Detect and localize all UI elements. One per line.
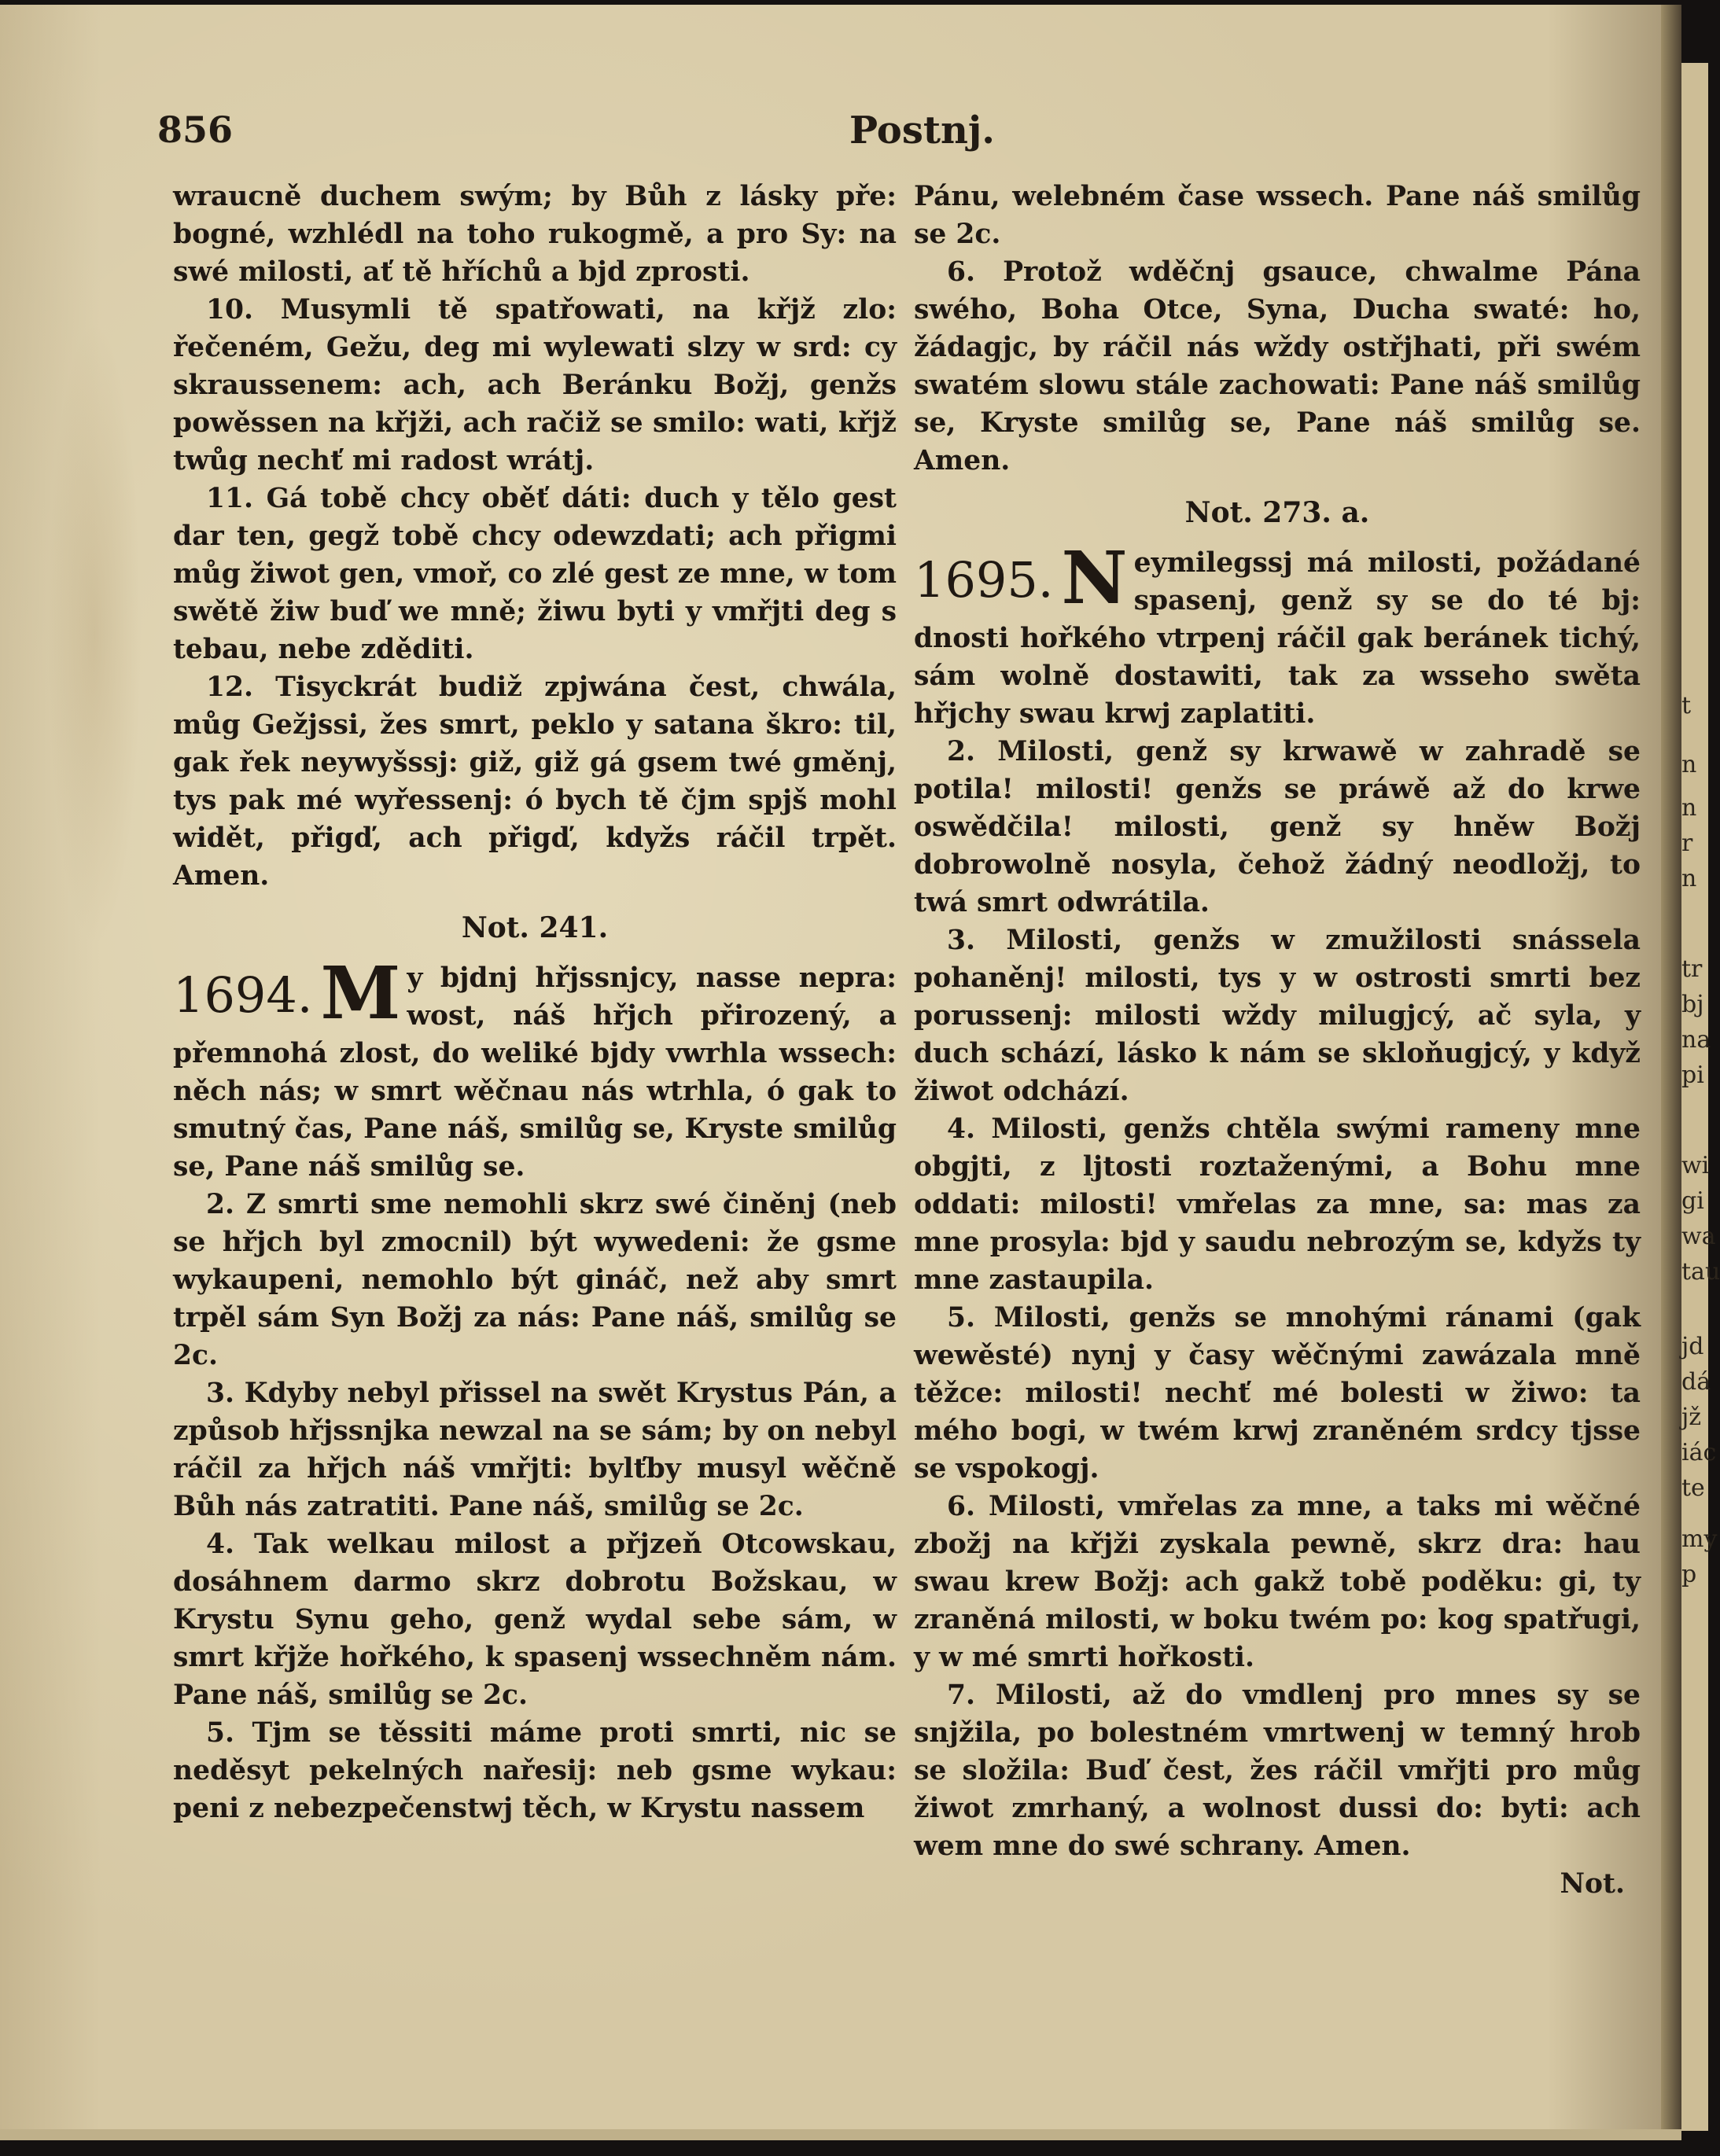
next-page-fragment: t bbox=[1681, 692, 1692, 719]
hymn-1695-verse-4: 4. Milosti, genžs chtěla swými rameny mne obgjti, z ljtosti roztaženými, a Bohu mne oddati: milosti! vmřelas za mne, sa: mas za mne prosyla: bjd y saudu nebrozým se, kdyžs ty mne zastaupila. bbox=[914, 1113, 1641, 1296]
hymn-1694-verse-6: 6. Protož wděčnj gsauce, chwalme Pána swého, Boha Otce, Syna, Ducha swaté: ho, žádagjc, by ráčil nás wždy ostřjhati, při swém swatém slowu stále zachowati: Pane náš smilůg se, Kryste smilůg se, Pane náš smilůg se. Amen. bbox=[914, 256, 1641, 476]
next-page-fragment: n bbox=[1681, 751, 1697, 778]
next-page-fragment: n bbox=[1681, 794, 1697, 822]
hymn-1694-first-verse bbox=[173, 951, 897, 1186]
next-page-fragment: my bbox=[1681, 1525, 1718, 1553]
next-page-fragment: p bbox=[1681, 1561, 1697, 1588]
next-page-fragment: n bbox=[1681, 865, 1697, 892]
next-page-fragment: dá bbox=[1681, 1368, 1711, 1396]
hymn-1695-first-verse bbox=[914, 535, 1641, 733]
next-page-fragment: iác bbox=[1681, 1439, 1717, 1466]
hymn-1694-verse-5: 5. Tjm se těssiti máme proti smrti, nic se neděsyt pekelných nařesij: neb gsme wykau: peni z nebezpečenstwj těch, w Krystu nassem bbox=[173, 1717, 897, 1824]
next-page-fragment: gi bbox=[1681, 1187, 1704, 1215]
rubric-not-273a: Not. 273. a. bbox=[1184, 496, 1370, 529]
book-spine-shadow bbox=[1661, 5, 1681, 2129]
next-page-fragment: tr bbox=[1681, 955, 1703, 983]
hymn-number-1695: 1695. bbox=[914, 551, 1054, 609]
next-page-fragment: pi bbox=[1681, 1061, 1704, 1089]
next-page-fragment: te bbox=[1681, 1474, 1705, 1502]
hymn-verse-10: 10. Musymli tě spatřowati, na křjž zlo: řečeném, Gežu, deg mi wylewati slzy w srd: cy skraussenem: ach, ach Beránku Božj, genžs powěssen na křjži, ach račiž se smilo: wati, křjž twůg nechť mi radost wrátj. bbox=[173, 294, 897, 476]
page-number: 856 bbox=[157, 109, 234, 151]
next-page-fragment: wi bbox=[1681, 1152, 1710, 1179]
next-page-fragment: bj bbox=[1681, 991, 1704, 1018]
hymn-1695-verse-7: 7. Milosti, až do vmdlenj pro mnes sy se snjžila, po bolestném vmrtwenj w temný hrob se složila: Buď čest, žes ráčil vmřjti pro můg žiwot zmrhaný, a wolnost dussi do: byti: ach wem mne do swé schrany. Amen. bbox=[914, 1680, 1641, 1862]
hymn-1694-text: y bjdnj hřjssnjcy, nasse nepra: wost, náš hřjch přirozený, a přemnohá zlost, do weliké bjdy vwrhla wssech: něch nás; w smrt wěčnau nás wtrhla, ó gak to smutný čas, Pane náš, smilůg se, Kryste smilůg se, Pane náš smilůg se. bbox=[173, 962, 897, 1183]
right-column bbox=[914, 178, 1641, 1903]
next-page-fragment: jž bbox=[1681, 1404, 1702, 1431]
page-header bbox=[157, 109, 1636, 164]
next-page-fragment: r bbox=[1681, 830, 1693, 857]
rubric-not-241: Not. 241. bbox=[461, 911, 609, 944]
next-page-fragment: wa bbox=[1681, 1223, 1716, 1250]
hymn-1695-verse-2: 2. Milosti, genž sy krwawě w zahradě se potila! milosti! genžs se práwě až do krwe oswědčila! milosti, genž sy hněw Božj dobrowolně nosyla, čehož žádný neodložj, to twá smrt odwrátila. bbox=[914, 736, 1641, 918]
hymn-number-1694: 1694. bbox=[173, 966, 313, 1024]
running-title: Postnj. bbox=[849, 109, 995, 153]
hymn-1695-text: eymilegssj má milosti, požádané spasenj, genž sy se do té bj: dnosti hořkého vtrpenj ráčil gak beránek tichý, sám wolně dostawiti, tak za wsseho swěta hřjchy swau krwj zaplatiti. bbox=[914, 547, 1641, 730]
next-page-fragment: jd bbox=[1681, 1333, 1704, 1360]
hymn-1694-verse-3: 3. Kdyby nebyl přissel na swět Krystus Pán, a způsob hřjssnjka newzal na se sám; by on nebyl ráčil za hřjch náš vmřjti: bylťby musyl wěčně Bůh nás zatratiti. Pane náš, smilůg se 2c. bbox=[173, 1378, 897, 1522]
hymn-1694-verse-4: 4. Tak welkau milost a přjzeň Otcowskau, dosáhnem darmo skrz dobrotu Božskau, w Krystu Synu geho, genž wydal sebe sám, w smrt křjže hořkého, k spasenj wssechněm nám. Pane náš, smilůg se 2c. bbox=[173, 1529, 897, 1711]
hymn-verse-continuation-right: Pánu, welebném čase wssech. Pane náš smilůg se 2c. bbox=[914, 181, 1641, 250]
drop-cap: M bbox=[320, 951, 401, 1036]
next-page-edge bbox=[1681, 63, 1720, 2131]
next-page-fragment: na bbox=[1681, 1026, 1711, 1054]
paper-stain bbox=[47, 319, 142, 948]
drop-cap: N bbox=[1061, 535, 1128, 620]
hymn-verse-continuation: wraucně duchem swým; by Bůh z lásky pře: bogné, wzhlédl na toho rukogmě, a pro Sy: na swé milosti, ať tě hříchů a bjd zprosti. bbox=[173, 181, 897, 288]
hymn-1694-verse-2: 2. Z smrti sme nemohli skrz swé činěnj (neb se hřjch byl zmocnil) být wywedeni: že gsme wykaupeni, nemohlo být gináč, než aby smrt trpěl sám Syn Božj za nás: Pane náš, smilůg se 2c. bbox=[173, 1189, 897, 1371]
catchword: Not. bbox=[1560, 1868, 1625, 1900]
hymn-1695-verse-5: 5. Milosti, genžs se mnohými ránami (gak wewěsté) nynj y časy wěčnými zawázala mně těžce: milosti! nechť mé bolesti w žiwo: ta mého bogi, w twém krwj zraněném srdcy tjsse se vspokogj. bbox=[914, 1302, 1641, 1485]
hymn-verse-12: 12. Tisyckrát budiž zpjwána čest, chwála, můg Gežjssi, žes smrt, peklo y satana škro: til, gak řek neywyšssj: giž, giž gá gsem twé gměnj, tys pak mé wyřessenj: ó bych tě čjm spjš mohl widět, přigď, ach přigď, kdyžs ráčil trpět. Amen. bbox=[173, 671, 897, 892]
hymn-1695-verse-6: 6. Milosti, vmřelas za mne, a taks mi wěčné zbožj na křjži zyskala pewně, skrz dra: hau swau krew Božj: ach gakž tobě poděku: gi, ty zraněná milosti, w boku twém po: kog spatřugi, y w mé smrti hořkosti. bbox=[914, 1491, 1641, 1673]
left-column bbox=[173, 178, 897, 1827]
next-page-fragment: tau bbox=[1681, 1258, 1720, 1286]
hymn-1695-verse-3: 3. Milosti, genžs w zmužilosti snássela pohaněnj! milosti, tys y w ostrosti smrti bez porussenj: milosti wždy milugjcý, ač syla, y duch schází, lásko k nám se skloňugjcý, y když žiwot odchází. bbox=[914, 925, 1641, 1107]
hymn-verse-11: 11. Gá tobě chcy oběť dáti: duch y tělo gest dar ten, gegž tobě chcy odewzdati; ach přigmi můg žiwot gen, vmoř, co zlé gest ze mne, w tom swětě žiw buď we mně; žiwu byti y vmřjti deg s tebau, nebe zděditi. bbox=[173, 483, 897, 665]
book-page bbox=[0, 5, 1681, 2140]
